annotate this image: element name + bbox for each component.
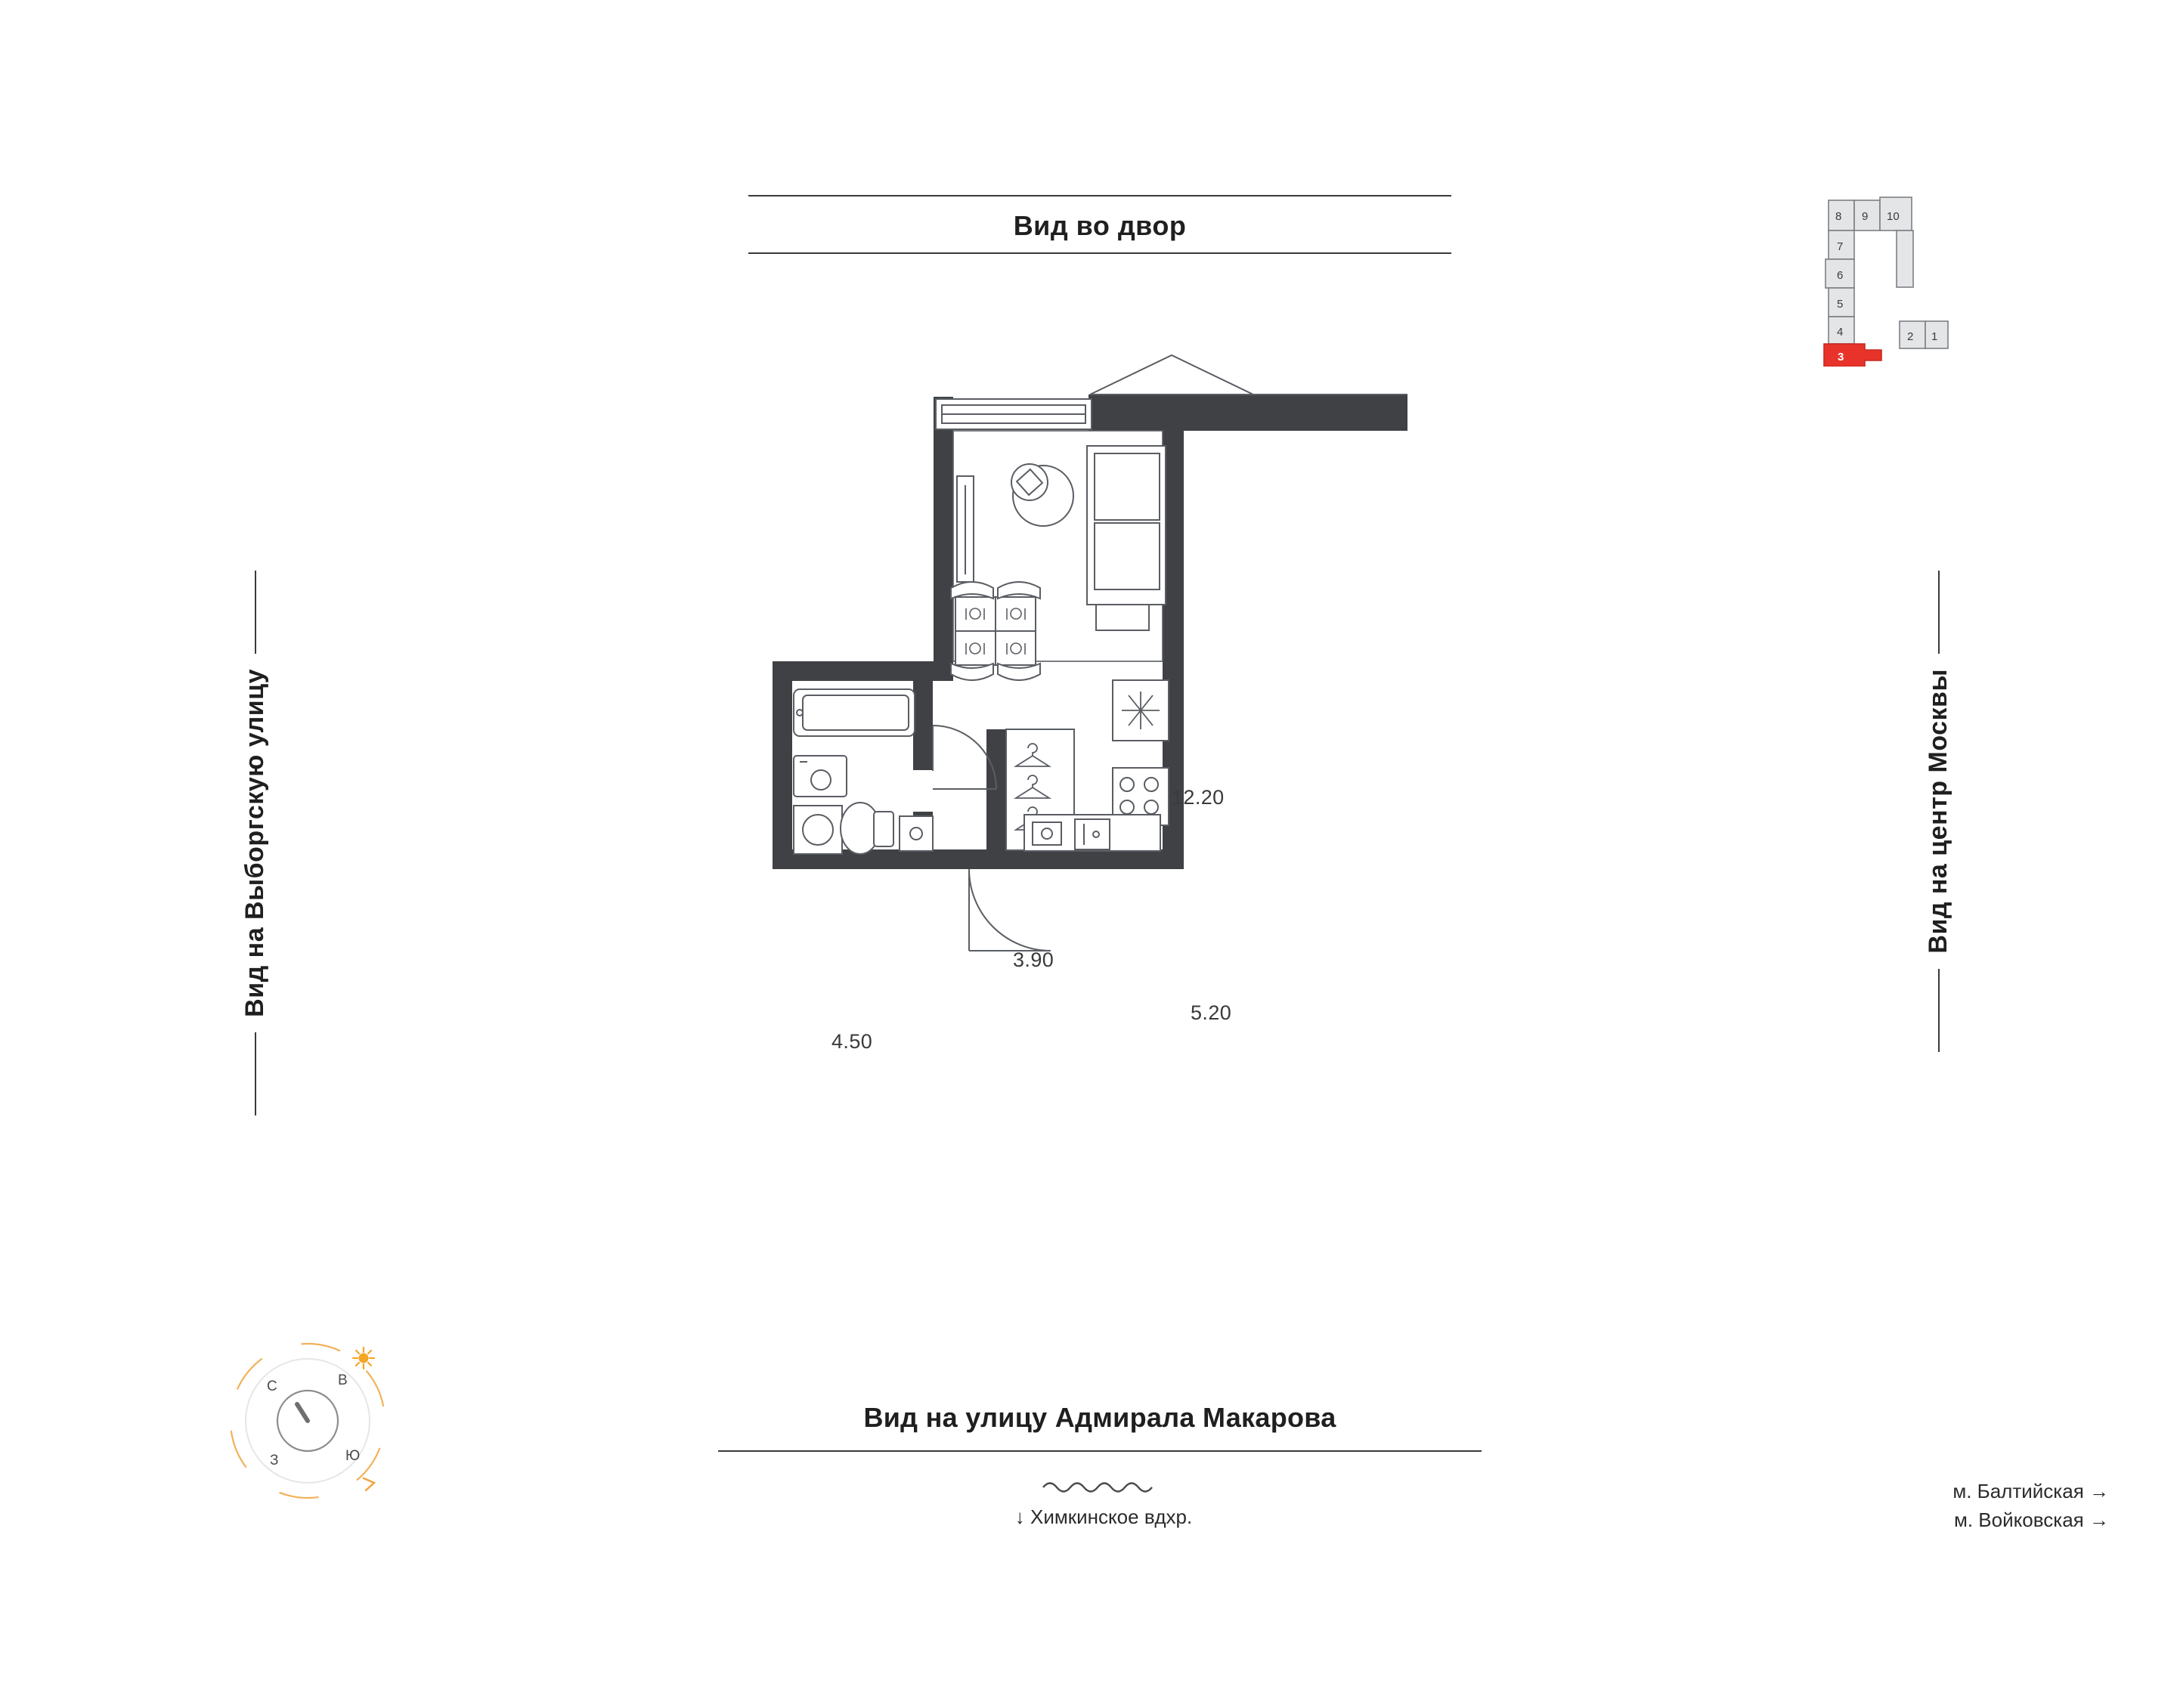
area-label-bathroom: 4.50 — [831, 1030, 873, 1053]
sun-icon — [353, 1348, 374, 1369]
left-caption-label: Вид на Выборгскую улицу — [240, 669, 269, 1017]
compass-rose — [215, 1330, 412, 1527]
bottom-caption-label: Вид на улицу Адмирала Макарова — [863, 1402, 1336, 1433]
metro-list — [1952, 1477, 2109, 1534]
keyplan-section-3[interactable] — [1824, 344, 1881, 367]
area-label-hall: 3.90 — [1013, 948, 1054, 971]
wave-icon — [941, 1477, 1266, 1497]
keyplan-label-7: 7 — [1837, 240, 1844, 253]
right-caption-label: Вид на центр Москвы — [1924, 669, 1952, 954]
caption-rule-bottom-2 — [718, 1450, 1482, 1452]
list-item: м. Войковская → — [1953, 1508, 2109, 1531]
keyplan-label-1: 1 — [1931, 330, 1938, 343]
caption-rule-right-bottom — [1938, 969, 1940, 1052]
water-note-text — [941, 1501, 1266, 1529]
compass-north-label: С — [267, 1378, 277, 1394]
area-label-kitchen: 5.20 — [1191, 1001, 1232, 1024]
top-caption-label: Вид во двор — [1013, 210, 1187, 241]
building-key-plan[interactable] — [1818, 193, 1984, 367]
keyplan-arm-right — [1897, 231, 1913, 287]
water-note-arrow: ↓ — [1014, 1505, 1025, 1528]
keyplan-label-9: 9 — [1862, 210, 1869, 223]
keyplan-label-6: 6 — [1837, 269, 1844, 282]
keyplan-label-2: 2 — [1907, 330, 1914, 343]
right-view-caption — [1924, 571, 1953, 1052]
caption-rule-right-top — [1938, 571, 1940, 654]
caption-rule-left-top — [255, 571, 256, 654]
water-note-label: Химкинское вдхр. — [1030, 1505, 1193, 1528]
keyplan-label-10: 10 — [1887, 210, 1900, 223]
list-item: м. Балтийская → — [1952, 1480, 2109, 1502]
top-view-caption — [748, 195, 1451, 254]
apartment-floor-plan — [643, 348, 1512, 1345]
water-reservoir-note — [941, 1477, 1266, 1529]
compass-south-label: Ю — [345, 1448, 361, 1464]
caption-rule-bottom — [748, 252, 1451, 254]
caption-rule-left-bottom — [255, 1032, 256, 1115]
keyplan-label-4: 4 — [1837, 326, 1844, 339]
keyplan-label-5: 5 — [1837, 298, 1844, 311]
bottom-view-caption — [718, 1402, 1482, 1452]
compass-east-label: В — [338, 1372, 348, 1388]
compass-west-label: З — [270, 1453, 279, 1468]
keyplan-label-8: 8 — [1835, 210, 1842, 223]
area-label-living-room: 12.20 — [1172, 786, 1225, 809]
left-view-caption — [240, 571, 270, 1115]
keyplan-label-3: 3 — [1838, 351, 1844, 364]
